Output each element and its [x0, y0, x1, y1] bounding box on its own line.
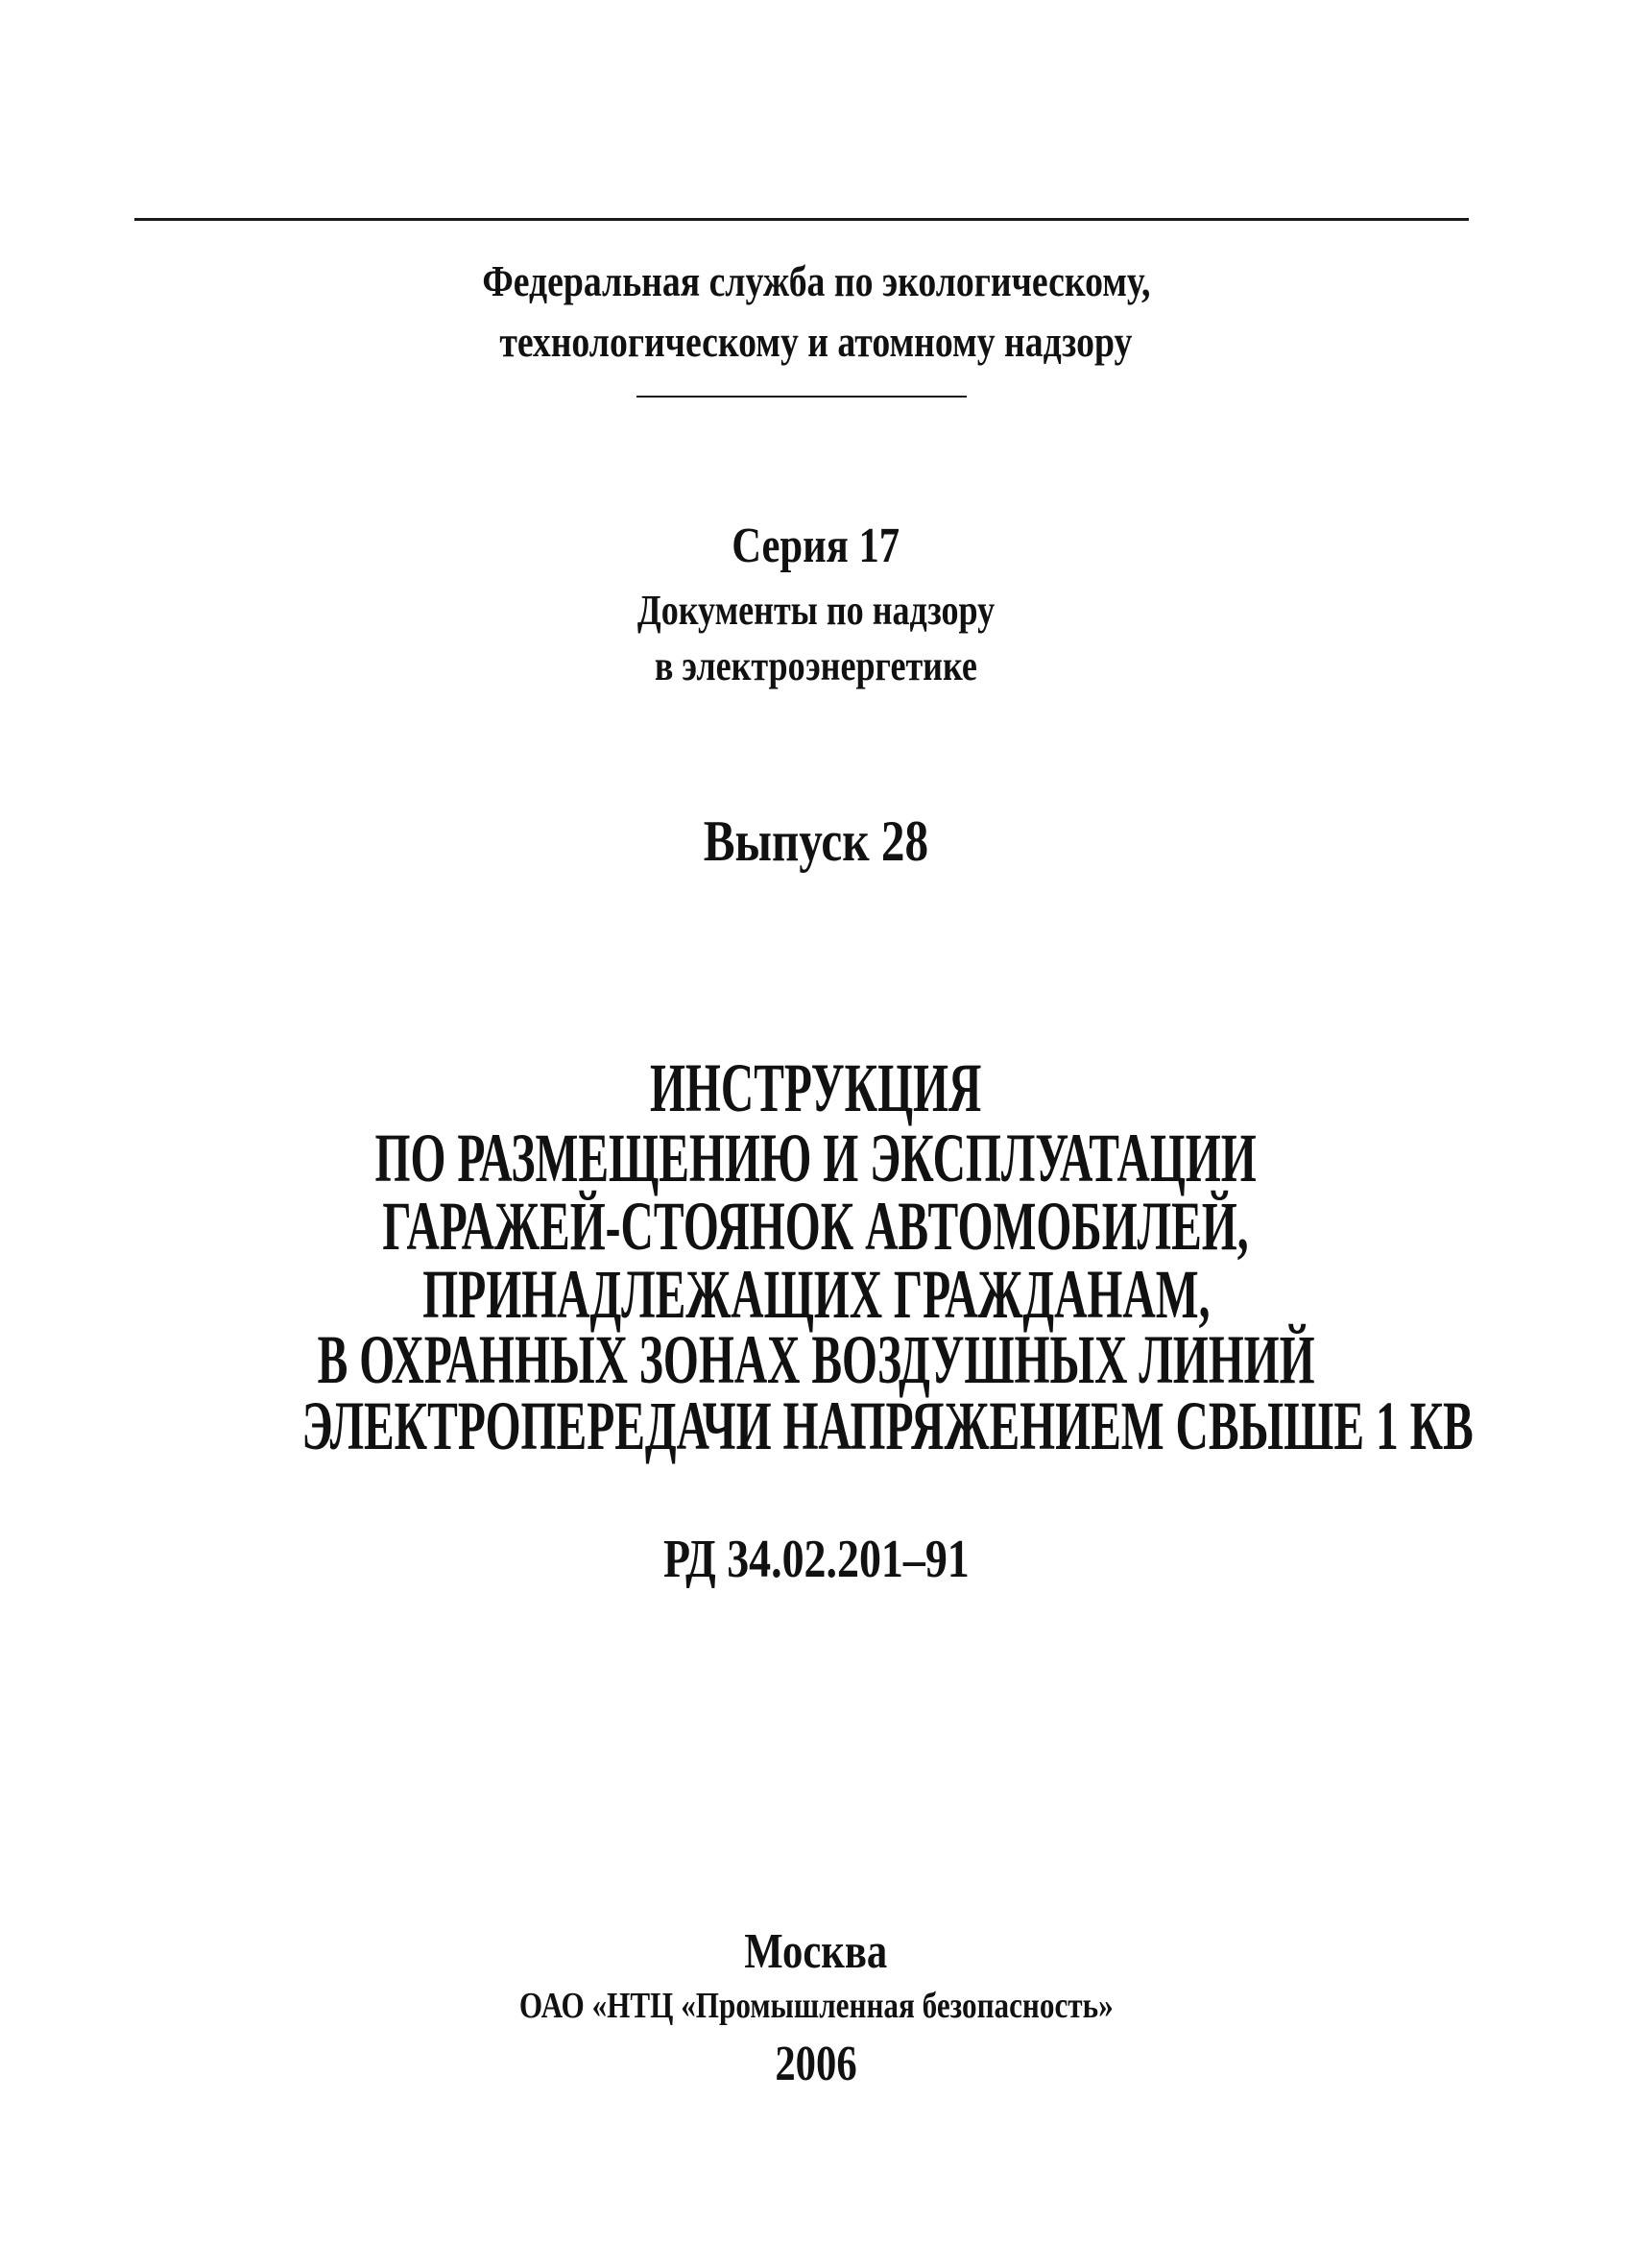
document-title-line-6: ЭЛЕКТРОПЕРЕДАЧИ НАПРЯЖЕНИЕМ СВЫШЕ 1 КВ: [301, 1387, 1474, 1464]
issue-number: Выпуск 28: [703, 809, 929, 873]
document-title-line-1: ИНСТРУКЦИЯ: [650, 1050, 982, 1126]
imprint-city: Москва: [744, 1924, 888, 1979]
agency-line-1: Федеральная служба по экологическому,: [481, 256, 1151, 305]
top-rule: [134, 218, 1469, 221]
series-title: Серия 17: [732, 519, 900, 573]
agency-line-2: технологическому и атомному надзору: [499, 317, 1133, 366]
document-title-line-4: ПРИНАДЛЕЖАЩИХ ГРАЖДАНАМ,: [421, 1256, 1211, 1333]
series-subtitle-1: Документы по надзору: [636, 587, 996, 634]
imprint-publisher: ОАО «НТЦ «Промышленная безопасность»: [518, 1986, 1114, 2026]
document-title-line-5: В ОХРАННЫХ ЗОНАХ ВОЗДУШНЫХ ЛИНИЙ: [317, 1321, 1315, 1398]
separator-rule: [636, 396, 967, 398]
imprint-year: 2006: [775, 2037, 857, 2091]
document-title-line-3: ГАРАЖЕЙ-СТОЯНОК АВТОМОБИЛЕЙ,: [382, 1188, 1250, 1265]
document-title-line-2: ПО РАЗМЕЩЕНИЮ И ЭКСПЛУАТАЦИИ: [374, 1120, 1258, 1196]
series-subtitle-2: в электроэнергетике: [655, 642, 977, 689]
document-code: РД 34.02.201–91: [662, 1530, 970, 1589]
